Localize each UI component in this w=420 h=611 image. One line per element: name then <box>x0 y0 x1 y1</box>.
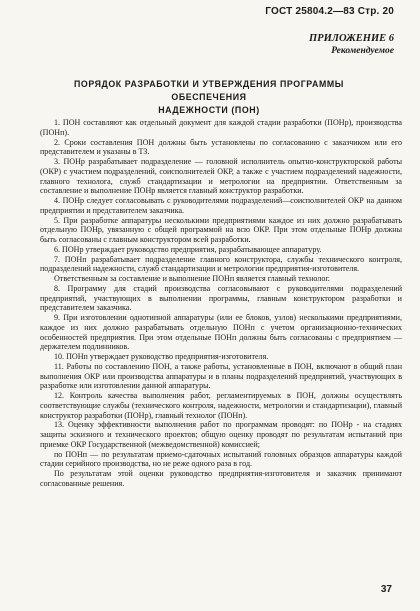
title-line-2: НАДЕЖНОСТИ (ПОН) <box>158 105 260 115</box>
paragraph-13-conclusion: По результатам этой оценки руководство предприятия-изготовителя и заказчик принимают согласованные решения. <box>40 469 402 488</box>
paragraph-5: 5. При разработке аппаратуры несколькими предприятиями каждое из них должно разрабатывать отдельную ПОНр, увязанную с общей программой на всю ОКР. При этом отдельные ПОНр должны быть согласованы с главным конструктором всей разработки. <box>40 215 402 244</box>
paragraph-8: 8. Программу для стадий производства согласовывают с руководителями подразделений предприятий, участвующих в выполнении программы, главным конструктором разработки и представителем заказчика. <box>40 283 402 313</box>
paragraph-4: 4. ПОНр следует согласовывать с руководителями подразделений—соисполнителей ОКР на данном предприятии и представителем заказчика. <box>40 196 402 215</box>
paragraph-6: 6. ПОНр утверждает руководство предприятия, разрабатывающее аппаратуру. <box>54 244 322 254</box>
paragraph-10: 10. ПОНп утверждает руководство предприятия-изготовителя. <box>54 352 269 361</box>
paragraph-13: 13. Оценку эффективности выполнения работ по программам проводят: по ПОНр - на стадиях защиты эскизного и технического проектов; общую оценку проводят по результатам испытаний при приемке ОКР Государственной (межведомственной) комиссией; <box>40 420 402 449</box>
paragraph-7-note: Ответственным за составление и выполнение ПОНп является главный технолог. <box>54 274 330 283</box>
page-title <box>44 78 374 117</box>
paragraph-12: 12. Контроль качества выполнения работ, регламентируемых в ПОН, должны осуществлять соответствующие службы (технического контроля, надежности, метрологии и стандартизации), главный конструктор разработки (ПОНр), главный технолог (ПОНп). <box>40 391 402 420</box>
paragraph-9: 9. При изготовлении однотипной аппаратуры (или ее блоков, узлов) несколькими предприятиями, каждое из них должно разрабатывать отдельную ПОНп с учетом организационно-технических особенностей предприятия. При этом отдельные ПОНп должны быть согласованы с предприятием — держателем подлинников. <box>40 313 402 352</box>
paragraph-3: 3. ПОНр разрабатывает подразделение — головной исполнитель опытно-конструкторской работы (ОКР) с участием подразделений, соисполнителей ОКР, а также с участием подразделений надежности, главного технолога, служб стандартизации и метрологии на предприятии. Ответственным за составление и выполнение ПОНр является главный конструктор разработки. <box>40 157 402 196</box>
paragraph-11: 11. Работы по составлению ПОН, а также работы, установленные в ПОН, включают в общий план выполнения ОКР или производства аппаратуры и в планы подразделений предприятий, участвующих в разработке или изготовлении данной аппаратуры. <box>40 361 402 391</box>
paragraph-13-production: по ПОНп — по результатам приемо-сдаточных испытаний головных образцов аппаратуры каждой стадии серийного производства, но не реже одного раза в год. <box>40 449 402 469</box>
paragraph-1: 1. ПОН составляют как отдельный документ для каждой стадии разработки (ПОНр), производства (ПОНп). <box>40 118 402 137</box>
standard-header: ГОСТ 25804.2—83 Стр. 20 <box>265 6 394 17</box>
document-body <box>40 118 402 489</box>
page-number: 37 <box>380 584 392 595</box>
appendix-status: Рекомендуемое <box>331 46 394 56</box>
title-line-1: ПОРЯДОК РАЗРАБОТКИ И УТВЕРЖДЕНИЯ ПРОГРАММЫ ОБЕСПЕЧЕНИЯ <box>73 79 345 102</box>
appendix-label: ПРИЛОЖЕНИЕ 6 <box>309 33 394 44</box>
appendix-block <box>309 32 394 58</box>
paragraph-7: 7. ПОНп разрабатывает подразделение главного конструктора, службы технического контроля, подразделений надежности, служб стандартизации и метрологии предприятия-изготовителя. <box>40 254 402 274</box>
paragraph-2: 2. Сроки составления ПОН должны быть установлены по согласованию с заказчиком или его представителем и указаны в ТЗ. <box>40 137 402 157</box>
